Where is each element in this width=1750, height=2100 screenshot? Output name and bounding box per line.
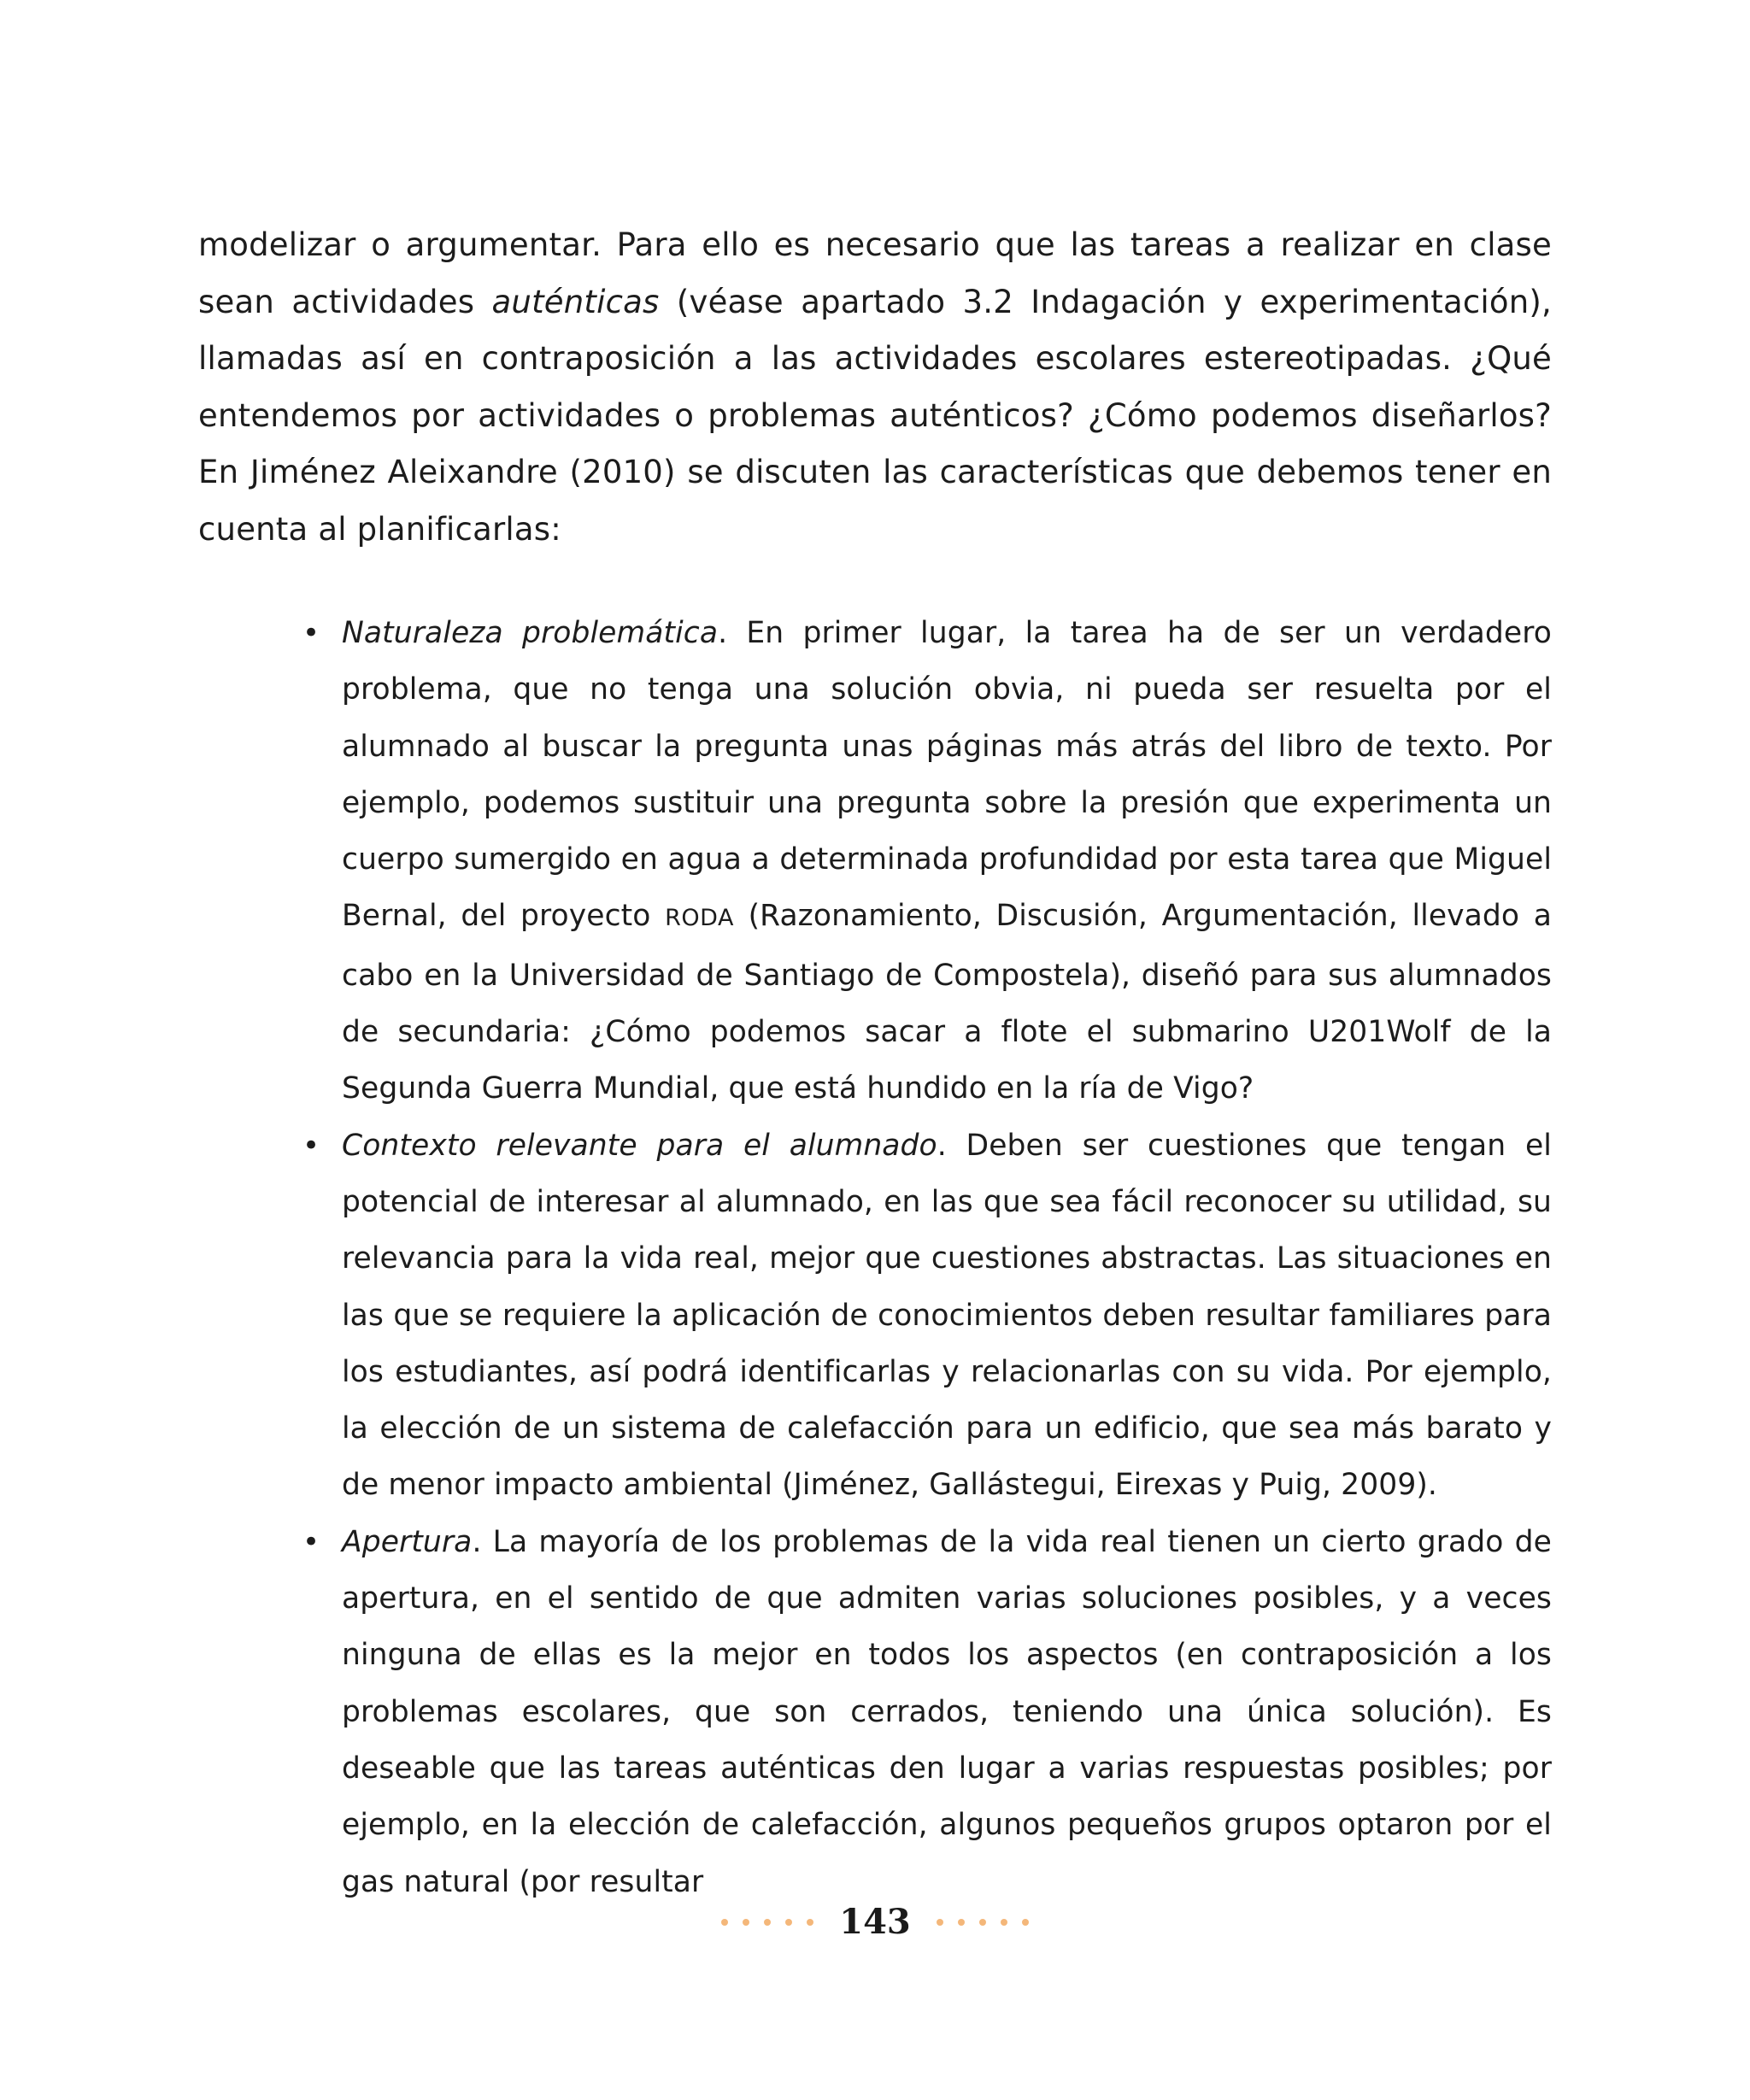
- bullet-icon: •: [302, 616, 320, 650]
- list-item-text-continued: (Razonamiento, Discusión, Argumentación, llevado a cabo en la Universidad de Santiago de Compostela), diseñó para sus alumnados de secundaria: ¿Cómo podemos sacar a flote el submarino U201Wolf de la Segunda Guerra Mundial, que está hundido en la ría de Vigo?: [342, 899, 1552, 1106]
- intro-italic-term: auténticas: [491, 283, 660, 320]
- decorative-dots-right: [937, 1919, 1029, 1926]
- dot-icon: [721, 1919, 728, 1926]
- dot-icon: [937, 1919, 943, 1926]
- decorative-dots-left: [721, 1919, 813, 1926]
- list-item-text: . Deben ser cuestiones que tengan el potencial de interesar al alumnado, en las que sea fácil reconocer su utilidad, su relevancia para la vida real, mejor que cuestiones abstractas. Las situaciones en las que se requiere la aplicación de conocimientos deben resultar familiares para los estudiantes, así podrá identificarlas y relacionarlas con su vida. Por ejemplo, la elección de un sistema de calefacción para un edificio, que sea más barato y de menor impacto ambiental (Jiménez, Gallástegui, Eirexas y Puig, 2009).: [342, 1128, 1552, 1503]
- characteristics-list: [198, 605, 1552, 1910]
- dot-icon: [807, 1919, 813, 1926]
- list-item-contexto: [198, 1117, 1552, 1514]
- page-footer: [0, 1898, 1750, 1946]
- intro-paragraph: [198, 217, 1552, 558]
- dot-icon: [764, 1919, 771, 1926]
- list-item-title: Contexto relevante para el alumnado: [342, 1128, 937, 1163]
- roda-acronym: RODA: [665, 905, 734, 932]
- dot-icon: [785, 1919, 792, 1926]
- list-item-title: Apertura: [342, 1524, 473, 1559]
- dot-icon: [1022, 1919, 1029, 1926]
- intro-text-start: modelizar o argumentar. Para ello es necesario que las tareas a realizar en clase sean actividades: [198, 226, 1552, 320]
- bullet-icon: •: [302, 1524, 320, 1559]
- dot-icon: [1001, 1919, 1007, 1926]
- bullet-icon: •: [302, 1128, 320, 1163]
- intro-text-end: (véase apartado 3.2 Indagación y experimentación), llamadas así en contraposición a las actividades escolares estereotipadas. ¿Qué entendemos por actividades o problemas auténticos? ¿Cómo podemos diseñarlos? En Jiménez Aleixandre (2010) se discuten las características que debemos tener en cuenta al planificarlas:: [198, 283, 1552, 548]
- list-item-apertura: [198, 1514, 1552, 1910]
- dot-icon: [979, 1919, 986, 1926]
- dot-icon: [958, 1919, 965, 1926]
- page-number: 143: [839, 1902, 911, 1942]
- list-item-naturaleza: [198, 605, 1552, 1117]
- list-item-text: . La mayoría de los problemas de la vida real tienen un cierto grado de apertura, en el sentido de que admiten varias soluciones posibles, y a veces ninguna de ellas es la mejor en todos los aspectos (en contraposición a los problemas escolares, que son cerrados, teniendo una única solución). Es deseable que las tareas auténticas den lugar a varias respuestas posibles; por ejemplo, en la elección de calefacción, algunos pequeños grupos optaron por el gas natural (por resultar: [342, 1524, 1552, 1899]
- list-item-text: . En primer lugar, la tarea ha de ser un verdadero problema, que no tenga una solución obvia, ni pueda ser resuelta por el alumnado al buscar la pregunta unas páginas más atrás del libro de texto. Por ejemplo, podemos sustituir una pregunta sobre la presión que experimenta un cuerpo sumergido en agua a determinada profundidad por esta tarea que Miguel Bernal, del proyecto: [342, 616, 1552, 934]
- list-item-title: Naturaleza problemática: [342, 616, 719, 650]
- dot-icon: [743, 1919, 749, 1926]
